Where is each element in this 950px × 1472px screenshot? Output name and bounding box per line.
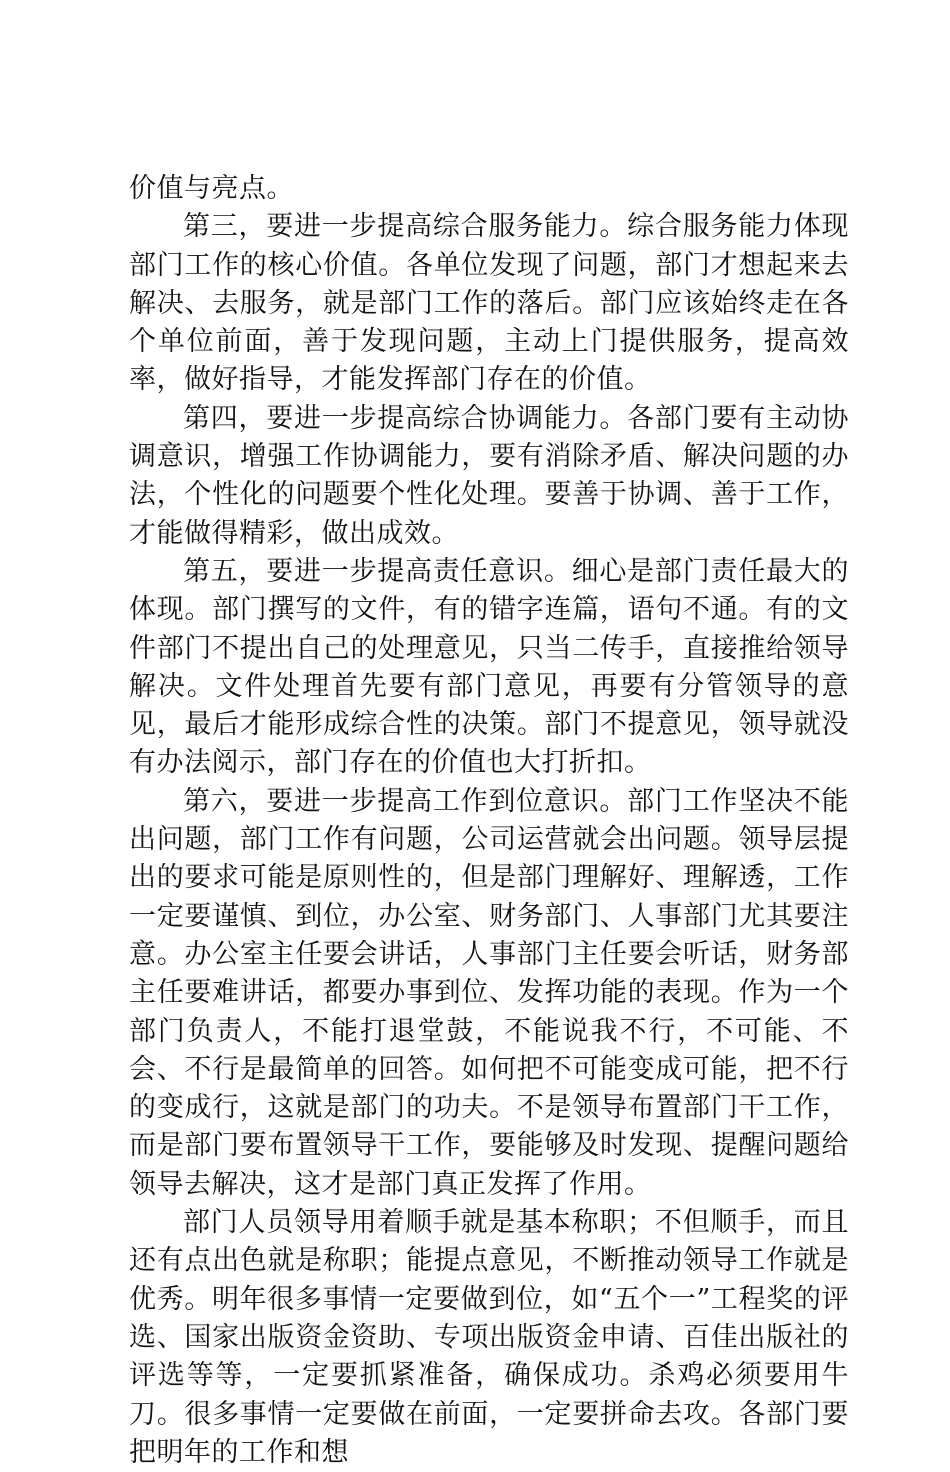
paragraph-sixth-point: 第六，要进一步提高工作到位意识。部门工作坚决不能出问题，部门工作有问题，公司运营就会出问题。领导层提出的要求可能是原则性的，但是部门理解好、理解透，工作一定要谨慎、到位，办公室、财务部门、人事部门尤其要注意。办公室主任要会讲话，人事部门主任要会听话，财务部主任要难讲话，都要办事到位、发挥功能的表现。作为一个部门负责人，不能打退堂鼓，不能说我不行，不可能、不会、不行是最简单的回答。如何把不可能变成可能，把不行的变成行，这就是部门的功夫。不是领导布置部门干工作，而是部门要布置领导干工作，要能够及时发现、提醒问题给领导去解决，这才是部门真正发挥了作用。 (129, 785, 849, 1200)
paragraph-staff-evaluation: 部门人员领导用着顺手就是基本称职；不但顺手，而且还有点出色就是称职；能提点意见，不断推动领导工作就是优秀。明年很多事情一定要做到位，如“五个一”工程奖的评选、国家出版资金资助、专项出版资金申请、百佳出版社的评选等等，一定要抓紧准备，确保成功。杀鸡必须要用牛刀。很多事情一定要做在前面，一定要拼命去攻。各部门要把明年的工作和想 (129, 1207, 849, 1468)
paragraph-fifth-point: 第五，要进一步提高责任意识。细心是部门责任最大的体现。部门撰写的文件，有的错字连篇，语句不通。有的文件部门不提出自己的处理意见，只当二传手，直接推给领导解决。文件处理首先要有部门意见，再要有分管领导的意见，最后才能形成综合性的决策。部门不提意见，领导就没有办法阅示，部门存在的价值也大打折扣。 (129, 555, 849, 779)
document-body (129, 170, 849, 1472)
paragraph-fourth-point: 第四，要进一步提高综合协调能力。各部门要有主动协调意识，增强工作协调能力，要有消除矛盾、解决问题的办法，个性化的问题要个性化处理。要善于协调、善于工作，才能做得精彩，做出成效。 (129, 402, 849, 549)
paragraph-third-point: 第三，要进一步提高综合服务能力。综合服务能力体现部门工作的核心价值。各单位发现了问题，部门才想起来去解决、去服务，就是部门工作的落后。部门应该始终走在各个单位前面，善于发现问题，主动上门提供服务，提高效率，做好指导，才能发挥部门存在的价值。 (129, 211, 849, 396)
paragraph-continuation: 价值与亮点。 (129, 173, 294, 204)
